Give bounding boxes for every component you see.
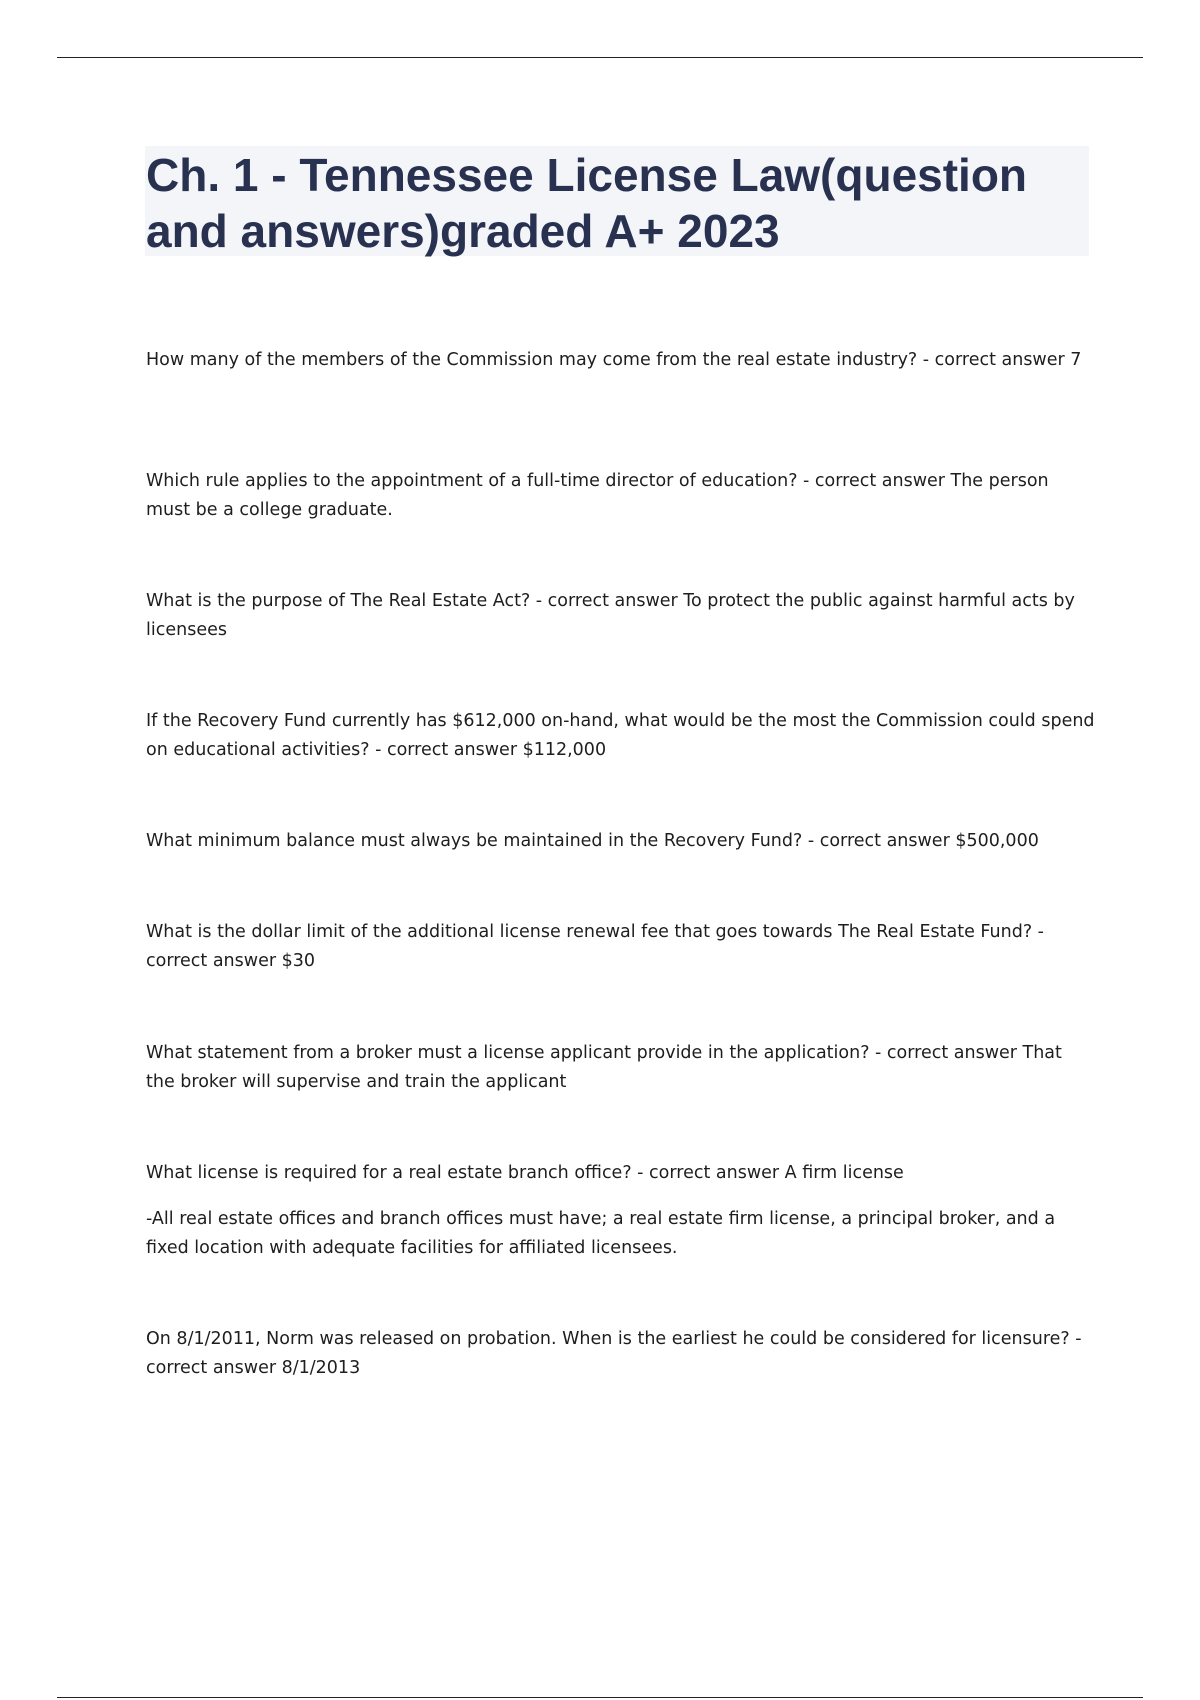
qa-item-1: How many of the members of the Commission may come from the real estate industry? - correct answer 7 [146, 350, 1082, 370]
qa-item-5: What minimum balance must always be maintained in the Recovery Fund? - correct answer $500,000 [146, 831, 1039, 851]
qa-item-7: What statement from a broker must a license applicant provide in the application? - correct answer That the broker will supervise and train the applicant [146, 1043, 1062, 1092]
footer-rule [57, 1697, 1143, 1698]
qa-item-8-note: -All real estate offices and branch offices must have; a real estate firm license, a principal broker, and a fixed location with adequate facilities for affiliated licensees. [146, 1209, 1056, 1258]
document-title: Ch. 1 - Tennessee License Law(question and answers)graded A+ 2023 [146, 149, 1028, 257]
qa-item-4: If the Recovery Fund currently has $612,000 on-hand, what would be the most the Commission could spend on educational activities? - correct answer $112,000 [146, 711, 1095, 760]
qa-item-3: What is the purpose of The Real Estate Act? - correct answer To protect the public against harmful acts by licensees [146, 591, 1075, 640]
qa-item-2: Which rule applies to the appointment of a full-time director of education? - correct answer The person must be a college graduate. [146, 471, 1049, 520]
header-rule [57, 57, 1143, 58]
qa-item-8: What license is required for a real estate branch office? - correct answer A firm license [146, 1163, 904, 1183]
qa-item-6: What is the dollar limit of the additional license renewal fee that goes towards The Real Estate Fund? - correct answer $30 [146, 922, 1044, 971]
qa-item-9: On 8/1/2011, Norm was released on probation. When is the earliest he could be considered for licensure? - correct answer 8/1/2013 [146, 1329, 1082, 1378]
